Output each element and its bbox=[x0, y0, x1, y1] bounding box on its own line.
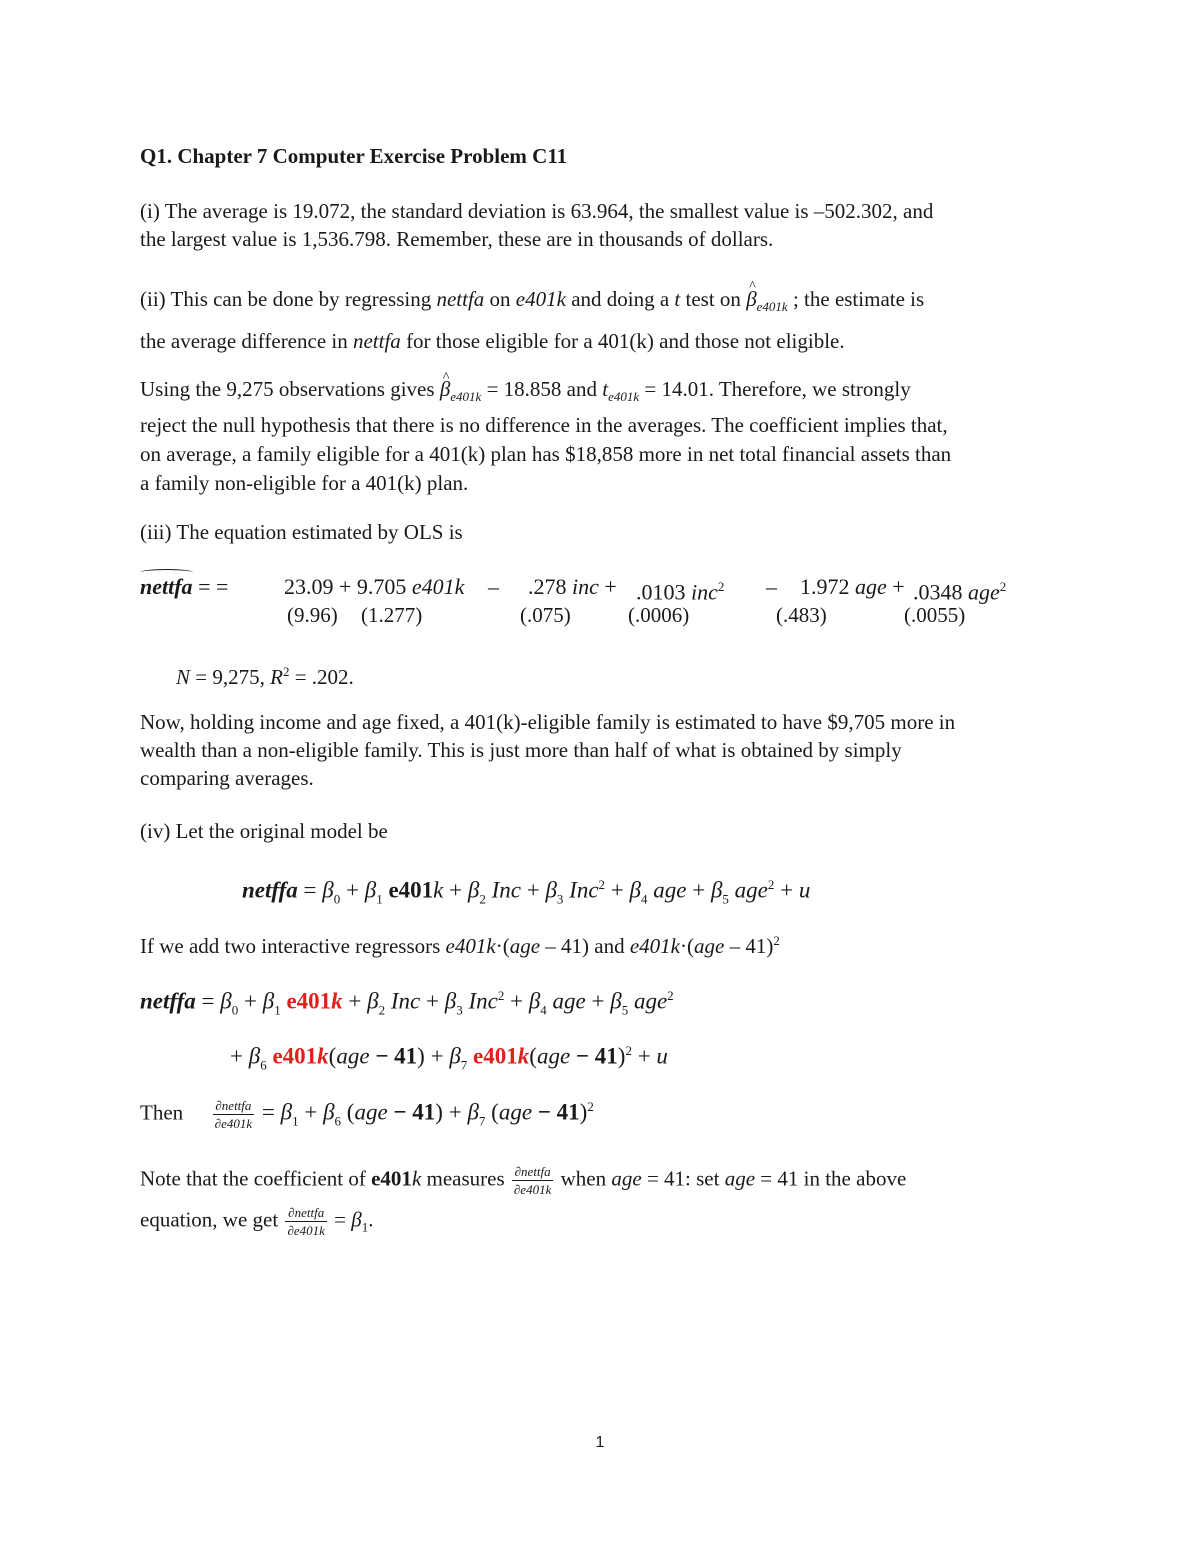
superscript-2: 2 bbox=[598, 877, 606, 892]
age: age bbox=[611, 1166, 642, 1191]
part-ii-results-paragraph bbox=[140, 375, 1060, 498]
se-intercept: (9.96) bbox=[287, 603, 338, 627]
superscript-2: 2 bbox=[767, 877, 775, 892]
stat-r: R bbox=[270, 665, 283, 689]
plus: + bbox=[342, 988, 368, 1014]
plus: + bbox=[631, 1043, 657, 1069]
partial-numerator: ∂nettfa bbox=[213, 1098, 254, 1115]
age: age bbox=[734, 877, 768, 903]
note-line-2 bbox=[140, 1205, 373, 1242]
text-run: .0103 bbox=[636, 579, 691, 605]
partial-denominator: ∂e401k bbox=[214, 1115, 253, 1131]
ols-term-age bbox=[800, 573, 905, 601]
part-i-line-1: (i) The average is 19.072, the standard deviation is 63.964, the smallest value is –502.302, and bbox=[140, 199, 934, 223]
derivative-equation: Then $\frac{\text{∂nettfa}}{\partial e401k}$ = $\beta_1 + \beta_6$ $(age - 41) + \beta_7$ (age − 41)$^2$ bbox=[140, 1097, 594, 1131]
equals-sign: = bbox=[334, 1207, 352, 1232]
inc: Inc bbox=[390, 988, 421, 1014]
e401: e401 bbox=[371, 1166, 412, 1191]
var-inc: inc bbox=[691, 579, 718, 605]
var-nettfa: nettfa bbox=[436, 287, 485, 311]
text-run: = 9,275, bbox=[190, 665, 271, 689]
plus: + bbox=[686, 877, 711, 903]
text-run: . bbox=[368, 1207, 374, 1232]
subscript: 4 bbox=[540, 1002, 547, 1018]
text-run: (ii) This can be done by regressing bbox=[140, 287, 437, 311]
part-iii-interpretation bbox=[140, 708, 1060, 792]
text-run: wealth than a non-eligible family. This is just more than half of what is obtained by simply bbox=[140, 738, 902, 762]
se-inc: (.075) bbox=[520, 603, 571, 627]
beta: β bbox=[280, 1099, 293, 1125]
partial-denominator: ∂e401k bbox=[513, 1182, 552, 1197]
original-model-equation bbox=[242, 871, 810, 913]
text-run: on average, a family eligible for a 401(k) plan has $18,858 more in net total financial assets than bbox=[140, 442, 952, 467]
subscript: 1 bbox=[292, 1113, 299, 1129]
text-run: the average difference in bbox=[140, 329, 353, 354]
var-t: t bbox=[674, 287, 681, 311]
u: u bbox=[656, 1043, 668, 1069]
beta-hat: ^ β bbox=[440, 375, 450, 404]
age: age bbox=[354, 1099, 388, 1125]
text-run: when bbox=[560, 1166, 612, 1191]
partial-denominator: ∂e401k bbox=[287, 1223, 325, 1238]
plus: + bbox=[298, 1099, 324, 1125]
var-inc: inc bbox=[572, 574, 599, 599]
var-age: age bbox=[855, 574, 887, 599]
part-ii-paragraph bbox=[140, 282, 1060, 358]
ols-equation-lhs bbox=[140, 573, 228, 601]
text-run: – 41) and bbox=[540, 934, 630, 958]
inc: Inc bbox=[569, 877, 599, 903]
var-t: t bbox=[602, 377, 609, 401]
extended-model-line-2: + $\beta_6$ $e401k(age - 41) + \beta_7$ e401k(age − 41)$^2$ + u bbox=[230, 1043, 668, 1073]
equals-sign: = bbox=[195, 988, 221, 1014]
text-run: + bbox=[598, 574, 617, 599]
k-red: k bbox=[331, 988, 343, 1014]
beta: β bbox=[545, 877, 557, 903]
age: age bbox=[498, 1099, 533, 1125]
equals-sign: = bbox=[261, 1099, 281, 1125]
se-age: (.483) bbox=[776, 603, 827, 627]
age: age bbox=[336, 1043, 370, 1069]
text-run: ·( bbox=[495, 934, 510, 958]
e401-red: e401 bbox=[272, 1043, 318, 1069]
text-run: test on bbox=[680, 287, 747, 311]
text-run: ; the estimate is bbox=[787, 287, 925, 311]
text-run: Now, holding income and age fixed, a 401(k)-eligible family is estimated to have $9,705 more in bbox=[140, 710, 956, 734]
page-number: 1 bbox=[595, 1434, 605, 1451]
plus: + bbox=[424, 1043, 450, 1069]
plus: + bbox=[774, 877, 799, 903]
beta: β bbox=[710, 877, 723, 903]
minus-41: − 41 bbox=[570, 1043, 618, 1069]
superscript-2: 2 bbox=[999, 579, 1007, 594]
u: u bbox=[798, 877, 811, 903]
text-run: measures bbox=[421, 1166, 505, 1191]
partial-numerator: ∂nettfa bbox=[285, 1205, 326, 1222]
se-e401k: (1.277) bbox=[361, 603, 423, 627]
beta: β bbox=[528, 988, 541, 1014]
beta-hat: ^ β bbox=[746, 282, 756, 316]
text-run: and doing a bbox=[565, 287, 675, 311]
se-inc2: (.0006) bbox=[628, 603, 690, 627]
age: age bbox=[653, 877, 687, 903]
equals-sign: = = bbox=[198, 574, 229, 599]
subscript: 1 bbox=[274, 1002, 281, 1018]
superscript-2: 2 bbox=[717, 579, 725, 594]
text-run: = .202. bbox=[289, 665, 354, 689]
k-red: k bbox=[317, 1043, 329, 1069]
ols-term-intercept bbox=[284, 573, 464, 601]
text-run: reject the null hypothesis that there is no difference in the averages. The coefficient implies that, bbox=[140, 413, 948, 438]
age: age bbox=[724, 1166, 756, 1191]
beta: β bbox=[351, 1207, 362, 1232]
netffa: netffa bbox=[242, 877, 298, 903]
text-run: 23.09 + 9.705 bbox=[284, 574, 412, 599]
subscript: 7 bbox=[460, 1057, 468, 1073]
subscript: 0 bbox=[231, 1002, 239, 1018]
minus-41: − 41 bbox=[387, 1099, 436, 1125]
partial-derivative bbox=[512, 1164, 553, 1197]
e401-red: e401 bbox=[286, 988, 332, 1014]
beta: β bbox=[364, 877, 377, 903]
subscript: 1 bbox=[361, 1219, 369, 1235]
text-run: = 14.01. Therefore, we strongly bbox=[639, 377, 911, 401]
superscript-2: 2 bbox=[282, 664, 290, 679]
age: age bbox=[633, 988, 668, 1014]
ols-term-inc bbox=[528, 573, 617, 601]
text-run: – 41) bbox=[724, 934, 774, 958]
beta: β bbox=[467, 1099, 479, 1125]
var-nettfa: nettfa bbox=[352, 329, 401, 354]
text-run: 1.972 bbox=[800, 574, 855, 599]
partial-numerator: ∂nettfa bbox=[512, 1164, 553, 1181]
beta: β bbox=[449, 1043, 461, 1069]
note-line-1 bbox=[140, 1164, 906, 1197]
inc: Inc bbox=[491, 877, 521, 903]
equals-sign: = bbox=[297, 877, 323, 903]
stat-n: N bbox=[176, 665, 191, 689]
question-title: Q1. Chapter 7 Computer Exercise Problem C11 bbox=[140, 144, 568, 168]
then-label: Then bbox=[140, 1100, 184, 1125]
text-run: Note that the coefficient of bbox=[140, 1166, 372, 1191]
plus: + bbox=[238, 988, 263, 1014]
var-e401k: e401k bbox=[629, 934, 681, 958]
k: k bbox=[411, 1166, 422, 1191]
minus-41: − 41 bbox=[532, 1099, 580, 1125]
part-i-line-2: the largest value is 1,536.798. Remember, these are in thousands of dollars. bbox=[140, 227, 774, 251]
subscript: 6 bbox=[260, 1057, 267, 1073]
superscript-2: 2 bbox=[667, 988, 674, 1003]
ols-minus-1: – bbox=[488, 574, 499, 599]
var-e401k: e401k bbox=[515, 287, 566, 311]
text-run: = 41 in the above bbox=[755, 1166, 907, 1191]
superscript-2: 2 bbox=[587, 1099, 594, 1114]
beta: β bbox=[322, 877, 334, 903]
text-run: ·( bbox=[680, 934, 695, 958]
text-run: = 41: set bbox=[641, 1166, 725, 1191]
plus: + bbox=[504, 988, 529, 1014]
e401-red: e401 bbox=[473, 1043, 518, 1069]
age: age bbox=[536, 1043, 571, 1069]
text-run: a family non-eligible for a 401(k) plan. bbox=[140, 471, 469, 496]
subscript: 3 bbox=[556, 891, 564, 907]
beta: β bbox=[629, 877, 641, 903]
age: age bbox=[552, 988, 586, 1014]
part-i-paragraph bbox=[140, 197, 1060, 253]
text-run: equation, we get bbox=[140, 1207, 279, 1232]
beta: β bbox=[610, 988, 622, 1014]
subscript: 1 bbox=[376, 891, 383, 907]
plus: + bbox=[443, 877, 468, 903]
plus: + bbox=[340, 877, 365, 903]
subscript: 6 bbox=[334, 1113, 342, 1129]
part-iv-intro: (iv) Let the original model be bbox=[140, 819, 388, 843]
subscript: 5 bbox=[722, 891, 729, 907]
text-run: + bbox=[886, 574, 905, 599]
nettfa-hat: nettfa bbox=[140, 574, 193, 599]
subscript: 7 bbox=[478, 1113, 486, 1129]
partial-derivative bbox=[213, 1098, 254, 1131]
subscript: 2 bbox=[479, 891, 486, 907]
age: age bbox=[509, 934, 541, 958]
plus: + bbox=[520, 877, 546, 903]
interaction-sentence bbox=[140, 927, 780, 960]
plus: + bbox=[442, 1099, 468, 1125]
text-run: for those eligible for a 401(k) and those not eligible. bbox=[400, 329, 845, 354]
part-iii-intro: (iii) The equation estimated by OLS is bbox=[140, 520, 463, 544]
beta: β bbox=[444, 988, 457, 1014]
e401: e401 bbox=[388, 877, 434, 903]
minus-41: − 41 bbox=[369, 1043, 418, 1069]
text-run: If we add two interactive regressors bbox=[140, 934, 446, 958]
ols-minus-2: – bbox=[766, 574, 777, 599]
age: age bbox=[694, 934, 725, 958]
se-age2: (.0055) bbox=[904, 603, 966, 627]
k-red: k bbox=[517, 1043, 530, 1069]
var-age: age bbox=[968, 579, 1000, 605]
beta: β bbox=[467, 877, 480, 903]
superscript-2: 2 bbox=[773, 933, 780, 948]
text-run: .0348 bbox=[913, 579, 968, 605]
text-run: comparing averages. bbox=[140, 766, 314, 790]
beta: β bbox=[248, 1043, 261, 1069]
subscript: 5 bbox=[621, 1002, 629, 1018]
subscript: 3 bbox=[456, 1002, 463, 1018]
beta: β bbox=[367, 988, 379, 1014]
k: k bbox=[433, 877, 444, 903]
var-e401k: e401k bbox=[445, 934, 496, 958]
netffa: netffa bbox=[140, 988, 196, 1014]
plus: + bbox=[585, 988, 611, 1014]
text-run: .278 bbox=[528, 574, 572, 599]
subscript: 4 bbox=[641, 891, 648, 907]
plus: + bbox=[605, 877, 630, 903]
beta: β bbox=[262, 988, 275, 1014]
subscript-e401k: e401k bbox=[756, 299, 788, 315]
model-statistics bbox=[176, 658, 354, 691]
text-run: = 18.858 and bbox=[481, 377, 603, 401]
extended-model-line-1 bbox=[140, 982, 674, 1024]
text-run: on bbox=[484, 287, 516, 311]
subscript: 2 bbox=[378, 1002, 386, 1018]
inc: Inc bbox=[468, 988, 498, 1014]
subscript: 0 bbox=[333, 891, 341, 907]
var-e401k: e401k bbox=[411, 574, 465, 599]
plus: + bbox=[230, 1043, 249, 1069]
beta: β bbox=[220, 988, 232, 1014]
subscript-e401k: e401k bbox=[450, 389, 482, 405]
subscript-e401k: e401k bbox=[608, 389, 640, 405]
superscript-2: 2 bbox=[497, 988, 505, 1003]
plus: + bbox=[420, 988, 445, 1014]
superscript-2: 2 bbox=[625, 1043, 632, 1058]
beta: β bbox=[323, 1099, 335, 1125]
partial-derivative bbox=[285, 1205, 326, 1238]
text-run: Using the 9,275 observations gives bbox=[140, 377, 440, 401]
